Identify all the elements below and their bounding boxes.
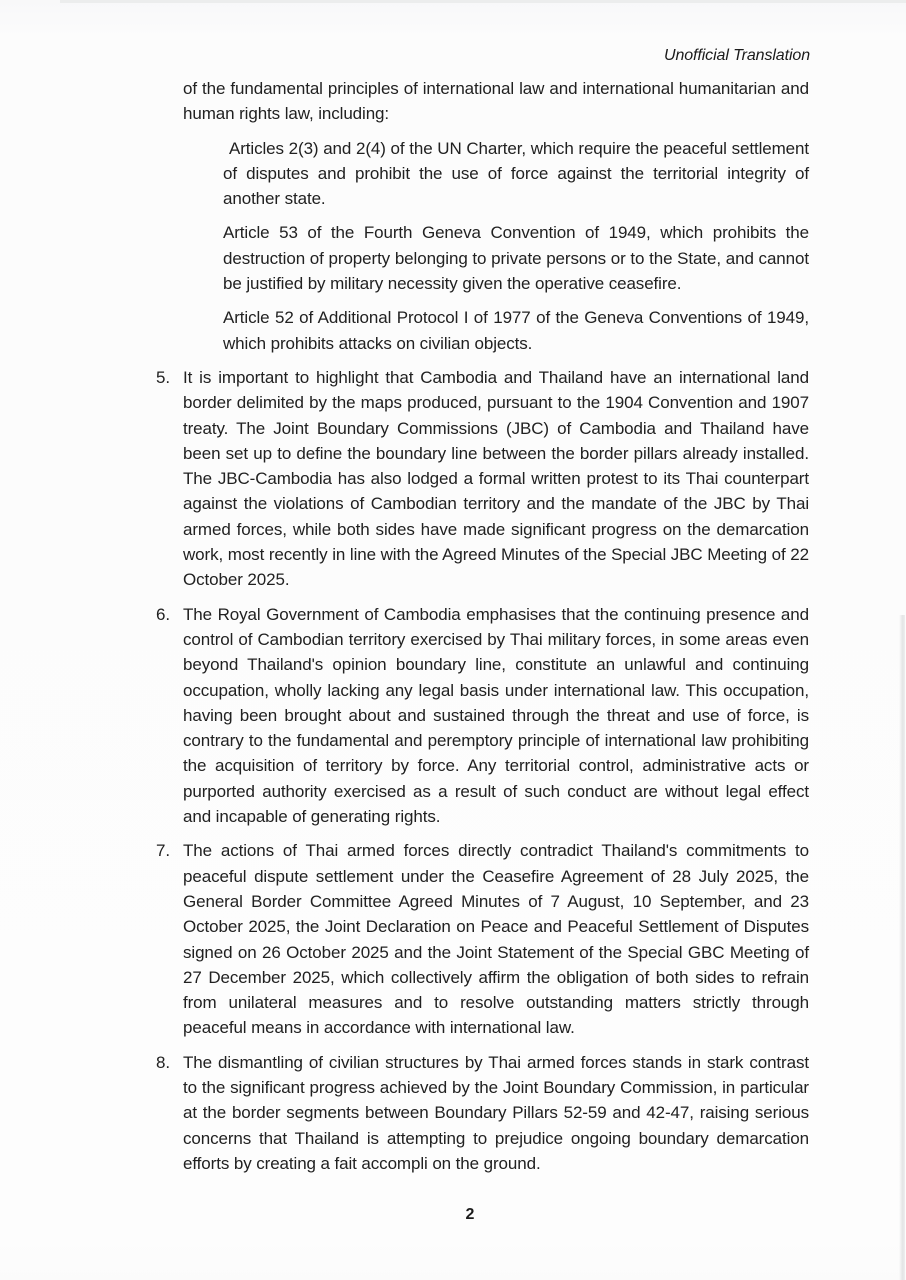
paragraph-continuation: of the fundamental principles of international law and international humanitarian and human rights law, including: <box>183 79 809 124</box>
paragraph-text: The dismantling of civilian structures by Thai armed forces stands in stark contrast to the significant progress achieved by the Joint Boundary Commission, in particular at the border segments between Boundary Pillars 52-59 and 42-47, raising serious concerns that Thailand is attempting to prejudice ongoing boundary demarcation efforts by creating a fait accompli on the ground. <box>183 1052 809 1173</box>
page-edge-shadow <box>899 615 905 1280</box>
paragraph-text: The actions of Thai armed forces directly contradict Thailand's commitments to peaceful dispute settlement under the Ceasefire Agreement of 28 July 2025, the General Border Committee Agreed Minutes of 7 August, 10 September, and 23 October 2025, the Joint Declaration on Peace and Peaceful Settlement of Disputes signed on 26 October 2025 and the Joint Statement of the Special GBC Meeting of 27 December 2025, which collectively affirm the obligation of both sides to refrain from unilateral measures and to resolve outstanding matters strictly through peaceful means in accordance with international law. <box>183 841 809 1038</box>
page-number: 2 <box>465 1206 475 1223</box>
numbered-paragraph-7 <box>156 838 809 1040</box>
paragraph-text: It is important to highlight that Cambodia and Thailand have an international land border delimited by the maps produced, pursuant to the 1904 Convention and 1907 treaty. The Joint Boundary Commissions (JBC) of Cambodia and Thailand have been set up to define the boundary line between the border pillars already installed. The JBC-Cambodia has also lodged a formal written protest to its Thai counterpart against the violations of Cambodian territory and the mandate of the JBC by Thai armed forces, while both sides have made significant progress on the demarcation work, most recently in line with the Agreed Minutes of the Special JBC Meeting of 22 October 2025. <box>183 367 809 590</box>
sub-paragraph-un-charter: Articles 2(3) and 2(4) of the UN Charter, which require the peaceful settlement of disputes and prohibit the use of force against the territorial integrity of another state. <box>223 138 809 209</box>
paragraph-number: 6. <box>156 604 170 624</box>
paragraph-text: The Royal Government of Cambodia emphasises that the continuing presence and control of Cambodian territory exercised by Thai military forces, in some areas even beyond Thailand's opinion boundary line, constitute an unlawful and continuing occupation, wholly lacking any legal basis under international law. This occupation, having been brought about and sustained through the threat and use of force, is contrary to the fundamental and peremptory principle of international law prohibiting the acquisition of territory by force. Any territorial control, administrative acts or purported authority exercised as a result of such conduct are without legal effect and incapable of generating rights. <box>183 604 809 827</box>
paragraph-number: 5. <box>156 367 170 387</box>
document-body <box>156 76 809 1185</box>
paragraph-number: 7. <box>156 841 170 861</box>
numbered-paragraph-6 <box>156 602 809 830</box>
scan-artifact-top-edge <box>60 0 906 3</box>
sub-paragraph-geneva-convention: Article 53 of the Fourth Geneva Convention of 1949, which prohibits the destruction of property belonging to private persons or to the State, and cannot be justified by military necessity given the operative ceasefire. <box>223 223 809 294</box>
sub-paragraph-additional-protocol: Article 52 of Additional Protocol I of 1977 of the Geneva Conventions of 1949, which prohibits attacks on civilian objects. <box>223 308 809 353</box>
paragraph-number: 8. <box>156 1052 170 1072</box>
header-note: Unofficial Translation <box>663 47 810 64</box>
numbered-paragraph-8 <box>156 1050 809 1176</box>
numbered-paragraph-5 <box>156 365 809 593</box>
